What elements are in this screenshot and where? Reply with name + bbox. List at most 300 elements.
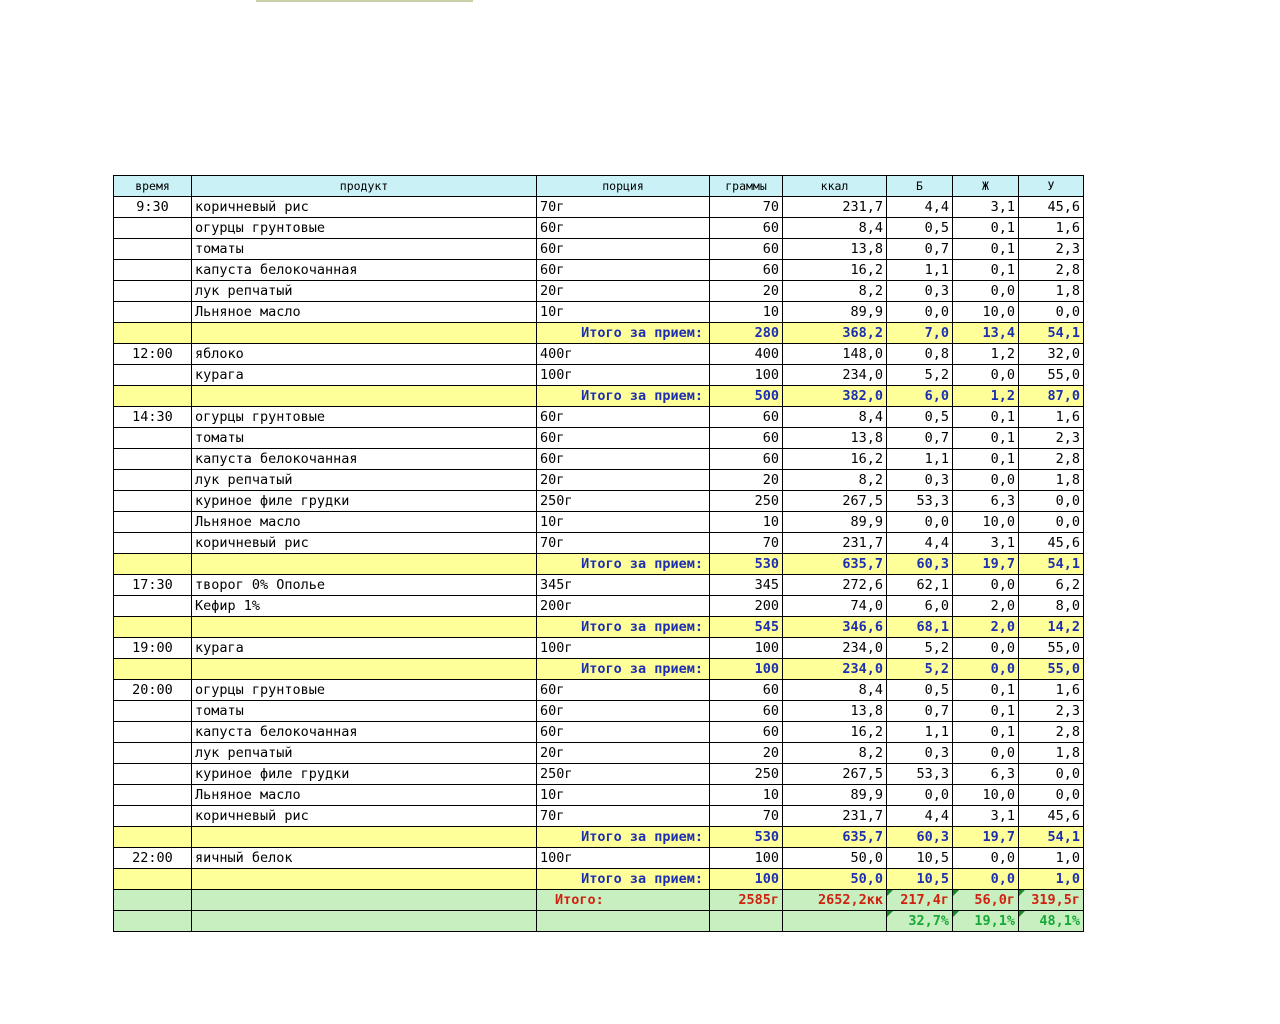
subtotal-empty bbox=[114, 323, 192, 344]
meal-time bbox=[114, 491, 192, 512]
subtotal-protein: 10,5 bbox=[887, 869, 953, 890]
fat-cell: 10,0 bbox=[953, 785, 1019, 806]
grand-total-fat: 56,0г bbox=[953, 890, 1019, 911]
portion-cell: 60г bbox=[537, 218, 710, 239]
grand-total-empty bbox=[192, 890, 537, 911]
kcal-cell: 13,8 bbox=[783, 701, 887, 722]
protein-cell: 0,3 bbox=[887, 281, 953, 302]
table-row bbox=[114, 407, 1084, 428]
portion-cell: 20г bbox=[537, 743, 710, 764]
subtotal-label: Итого за прием: bbox=[537, 659, 710, 680]
subtotal-empty bbox=[114, 869, 192, 890]
carbs-cell: 45,6 bbox=[1019, 533, 1084, 554]
percent-fat: 19,1% bbox=[953, 911, 1019, 932]
kcal-cell: 89,9 bbox=[783, 785, 887, 806]
fat-cell: 3,1 bbox=[953, 533, 1019, 554]
subtotal-label: Итого за прием: bbox=[537, 869, 710, 890]
table-row bbox=[114, 764, 1084, 785]
grams-cell: 60 bbox=[710, 218, 783, 239]
protein-cell: 5,2 bbox=[887, 638, 953, 659]
grams-cell: 60 bbox=[710, 680, 783, 701]
header-protein: Б bbox=[887, 176, 953, 197]
percent-protein: 32,7% bbox=[887, 911, 953, 932]
product-name-cell: капуста белокочанная bbox=[192, 260, 537, 281]
portion-cell: 200г bbox=[537, 596, 710, 617]
meal-time bbox=[114, 449, 192, 470]
meal-time: 9:30 bbox=[114, 197, 192, 218]
meal-subtotal-row bbox=[114, 617, 1084, 638]
fat-cell: 0,1 bbox=[953, 218, 1019, 239]
meal-time bbox=[114, 218, 192, 239]
subtotal-empty bbox=[192, 869, 537, 890]
carbs-cell: 0,0 bbox=[1019, 302, 1084, 323]
kcal-cell: 16,2 bbox=[783, 722, 887, 743]
carbs-cell: 2,8 bbox=[1019, 722, 1084, 743]
portion-cell: 60г bbox=[537, 239, 710, 260]
product-name-cell: лук репчатый bbox=[192, 470, 537, 491]
header-kcal: ккал bbox=[783, 176, 887, 197]
subtotal-fat: 0,0 bbox=[953, 659, 1019, 680]
protein-cell: 0,5 bbox=[887, 407, 953, 428]
portion-cell: 100г bbox=[537, 365, 710, 386]
protein-cell: 1,1 bbox=[887, 722, 953, 743]
portion-cell: 250г bbox=[537, 491, 710, 512]
fat-cell: 0,1 bbox=[953, 701, 1019, 722]
fat-cell: 6,3 bbox=[953, 764, 1019, 785]
subtotal-carbs: 54,1 bbox=[1019, 554, 1084, 575]
fat-cell: 0,1 bbox=[953, 239, 1019, 260]
carbs-cell: 2,3 bbox=[1019, 239, 1084, 260]
table-row bbox=[114, 365, 1084, 386]
portion-cell: 100г bbox=[537, 638, 710, 659]
diet-table-body bbox=[114, 197, 1084, 890]
table-row bbox=[114, 428, 1084, 449]
fat-cell: 0,1 bbox=[953, 428, 1019, 449]
product-name-cell: огурцы грунтовые bbox=[192, 218, 537, 239]
meal-subtotal-row bbox=[114, 386, 1084, 407]
table-row bbox=[114, 533, 1084, 554]
fat-cell: 0,1 bbox=[953, 449, 1019, 470]
percent-empty bbox=[537, 911, 710, 932]
subtotal-fat: 0,0 bbox=[953, 869, 1019, 890]
kcal-cell: 16,2 bbox=[783, 260, 887, 281]
subtotal-protein: 6,0 bbox=[887, 386, 953, 407]
subtotal-carbs: 55,0 bbox=[1019, 659, 1084, 680]
subtotal-fat: 19,7 bbox=[953, 827, 1019, 848]
kcal-cell: 148,0 bbox=[783, 344, 887, 365]
subtotal-empty bbox=[192, 617, 537, 638]
grams-cell: 20 bbox=[710, 743, 783, 764]
carbs-cell: 2,8 bbox=[1019, 260, 1084, 281]
protein-cell: 62,1 bbox=[887, 575, 953, 596]
fat-cell: 0,0 bbox=[953, 743, 1019, 764]
meal-time bbox=[114, 533, 192, 554]
product-name-cell: коричневый рис bbox=[192, 806, 537, 827]
subtotal-empty bbox=[192, 323, 537, 344]
grand-total-row bbox=[114, 890, 1084, 911]
product-name-cell: творог 0% Ополье bbox=[192, 575, 537, 596]
carbs-cell: 0,0 bbox=[1019, 764, 1084, 785]
subtotal-grams: 100 bbox=[710, 869, 783, 890]
kcal-cell: 8,2 bbox=[783, 470, 887, 491]
header-portion: порция bbox=[537, 176, 710, 197]
grand-total-label: Итого: bbox=[537, 890, 710, 911]
subtotal-label: Итого за прием: bbox=[537, 386, 710, 407]
meal-subtotal-row bbox=[114, 827, 1084, 848]
portion-cell: 60г bbox=[537, 428, 710, 449]
protein-cell: 0,0 bbox=[887, 785, 953, 806]
fat-cell: 6,3 bbox=[953, 491, 1019, 512]
table-row bbox=[114, 785, 1084, 806]
meal-time: 22:00 bbox=[114, 848, 192, 869]
table-row bbox=[114, 281, 1084, 302]
meal-time bbox=[114, 428, 192, 449]
carbs-cell: 45,6 bbox=[1019, 197, 1084, 218]
product-name-cell: огурцы грунтовые bbox=[192, 407, 537, 428]
kcal-cell: 234,0 bbox=[783, 638, 887, 659]
meal-time: 14:30 bbox=[114, 407, 192, 428]
subtotal-protein: 60,3 bbox=[887, 827, 953, 848]
top-decorative-line bbox=[256, 0, 473, 2]
grand-total-carbs: 319,5г bbox=[1019, 890, 1084, 911]
subtotal-empty bbox=[114, 617, 192, 638]
protein-cell: 0,5 bbox=[887, 680, 953, 701]
table-row bbox=[114, 575, 1084, 596]
subtotal-carbs: 54,1 bbox=[1019, 323, 1084, 344]
header-time: время bbox=[114, 176, 192, 197]
table-row bbox=[114, 701, 1084, 722]
product-name-cell: лук репчатый bbox=[192, 743, 537, 764]
fat-cell: 0,1 bbox=[953, 722, 1019, 743]
subtotal-empty bbox=[192, 386, 537, 407]
grams-cell: 60 bbox=[710, 239, 783, 260]
subtotal-empty bbox=[114, 827, 192, 848]
kcal-cell: 8,4 bbox=[783, 680, 887, 701]
kcal-cell: 8,4 bbox=[783, 218, 887, 239]
protein-cell: 0,3 bbox=[887, 470, 953, 491]
subtotal-carbs: 1,0 bbox=[1019, 869, 1084, 890]
carbs-cell: 0,0 bbox=[1019, 512, 1084, 533]
carbs-cell: 32,0 bbox=[1019, 344, 1084, 365]
grams-cell: 60 bbox=[710, 722, 783, 743]
table-row bbox=[114, 449, 1084, 470]
meal-time: 12:00 bbox=[114, 344, 192, 365]
meal-time bbox=[114, 281, 192, 302]
subtotal-carbs: 14,2 bbox=[1019, 617, 1084, 638]
kcal-cell: 74,0 bbox=[783, 596, 887, 617]
percent-empty bbox=[710, 911, 783, 932]
protein-cell: 1,1 bbox=[887, 260, 953, 281]
fat-cell: 0,0 bbox=[953, 281, 1019, 302]
carbs-cell: 1,8 bbox=[1019, 470, 1084, 491]
fat-cell: 0,1 bbox=[953, 680, 1019, 701]
protein-cell: 1,1 bbox=[887, 449, 953, 470]
kcal-cell: 89,9 bbox=[783, 512, 887, 533]
percent-empty bbox=[783, 911, 887, 932]
product-name-cell: яичный белок bbox=[192, 848, 537, 869]
carbs-cell: 8,0 bbox=[1019, 596, 1084, 617]
portion-cell: 60г bbox=[537, 407, 710, 428]
subtotal-kcal: 635,7 bbox=[783, 827, 887, 848]
product-name-cell: огурцы грунтовые bbox=[192, 680, 537, 701]
table-row bbox=[114, 743, 1084, 764]
protein-cell: 0,0 bbox=[887, 302, 953, 323]
meal-time bbox=[114, 743, 192, 764]
fat-cell: 3,1 bbox=[953, 806, 1019, 827]
subtotal-grams: 545 bbox=[710, 617, 783, 638]
protein-cell: 6,0 bbox=[887, 596, 953, 617]
table-row bbox=[114, 491, 1084, 512]
subtotal-empty bbox=[192, 659, 537, 680]
protein-cell: 4,4 bbox=[887, 533, 953, 554]
table-row bbox=[114, 239, 1084, 260]
grams-cell: 60 bbox=[710, 407, 783, 428]
meal-time bbox=[114, 470, 192, 491]
meal-time bbox=[114, 785, 192, 806]
kcal-cell: 50,0 bbox=[783, 848, 887, 869]
kcal-cell: 13,8 bbox=[783, 239, 887, 260]
subtotal-fat: 2,0 bbox=[953, 617, 1019, 638]
product-name-cell: томаты bbox=[192, 239, 537, 260]
subtotal-kcal: 346,6 bbox=[783, 617, 887, 638]
carbs-cell: 1,6 bbox=[1019, 680, 1084, 701]
portion-cell: 345г bbox=[537, 575, 710, 596]
meal-time bbox=[114, 365, 192, 386]
portion-cell: 60г bbox=[537, 260, 710, 281]
percent-carbs: 48,1% bbox=[1019, 911, 1084, 932]
protein-cell: 53,3 bbox=[887, 491, 953, 512]
product-name-cell: Льняное масло bbox=[192, 785, 537, 806]
carbs-cell: 45,6 bbox=[1019, 806, 1084, 827]
grams-cell: 100 bbox=[710, 848, 783, 869]
meal-time: 17:30 bbox=[114, 575, 192, 596]
meal-subtotal-row bbox=[114, 869, 1084, 890]
carbs-cell: 0,0 bbox=[1019, 785, 1084, 806]
grams-cell: 70 bbox=[710, 533, 783, 554]
product-name-cell: Кефир 1% bbox=[192, 596, 537, 617]
subtotal-empty bbox=[114, 554, 192, 575]
grams-cell: 100 bbox=[710, 638, 783, 659]
portion-cell: 70г bbox=[537, 806, 710, 827]
product-name-cell: коричневый рис bbox=[192, 533, 537, 554]
carbs-cell: 2,3 bbox=[1019, 701, 1084, 722]
product-name-cell: куриное филе грудки bbox=[192, 491, 537, 512]
meal-time bbox=[114, 512, 192, 533]
portion-cell: 10г bbox=[537, 785, 710, 806]
subtotal-grams: 100 bbox=[710, 659, 783, 680]
product-name-cell: капуста белокочанная bbox=[192, 722, 537, 743]
grams-cell: 70 bbox=[710, 197, 783, 218]
portion-cell: 70г bbox=[537, 533, 710, 554]
grams-cell: 250 bbox=[710, 764, 783, 785]
portion-cell: 60г bbox=[537, 701, 710, 722]
meal-time bbox=[114, 239, 192, 260]
header-grams: граммы bbox=[710, 176, 783, 197]
subtotal-fat: 13,4 bbox=[953, 323, 1019, 344]
carbs-cell: 6,2 bbox=[1019, 575, 1084, 596]
kcal-cell: 13,8 bbox=[783, 428, 887, 449]
fat-cell: 10,0 bbox=[953, 302, 1019, 323]
subtotal-carbs: 87,0 bbox=[1019, 386, 1084, 407]
product-name-cell: курага bbox=[192, 365, 537, 386]
grams-cell: 345 bbox=[710, 575, 783, 596]
table-row bbox=[114, 470, 1084, 491]
kcal-cell: 231,7 bbox=[783, 533, 887, 554]
carbs-cell: 1,0 bbox=[1019, 848, 1084, 869]
kcal-cell: 89,9 bbox=[783, 302, 887, 323]
subtotal-fat: 19,7 bbox=[953, 554, 1019, 575]
carbs-cell: 1,6 bbox=[1019, 218, 1084, 239]
fat-cell: 0,0 bbox=[953, 638, 1019, 659]
product-name-cell: коричневый рис bbox=[192, 197, 537, 218]
table-row bbox=[114, 722, 1084, 743]
subtotal-grams: 280 bbox=[710, 323, 783, 344]
protein-cell: 10,5 bbox=[887, 848, 953, 869]
subtotal-protein: 60,3 bbox=[887, 554, 953, 575]
portion-cell: 20г bbox=[537, 281, 710, 302]
kcal-cell: 234,0 bbox=[783, 365, 887, 386]
table-row bbox=[114, 596, 1084, 617]
product-name-cell: капуста белокочанная bbox=[192, 449, 537, 470]
kcal-cell: 267,5 bbox=[783, 491, 887, 512]
product-name-cell: томаты bbox=[192, 428, 537, 449]
percent-empty bbox=[192, 911, 537, 932]
meal-subtotal-row bbox=[114, 659, 1084, 680]
grand-total-empty bbox=[114, 890, 192, 911]
fat-cell: 10,0 bbox=[953, 512, 1019, 533]
meal-time bbox=[114, 701, 192, 722]
table-row bbox=[114, 848, 1084, 869]
product-name-cell: Льняное масло bbox=[192, 512, 537, 533]
portion-cell: 60г bbox=[537, 680, 710, 701]
subtotal-kcal: 50,0 bbox=[783, 869, 887, 890]
grams-cell: 70 bbox=[710, 806, 783, 827]
grand-total-grams: 2585г bbox=[710, 890, 783, 911]
subtotal-label: Итого за прием: bbox=[537, 323, 710, 344]
subtotal-kcal: 635,7 bbox=[783, 554, 887, 575]
kcal-cell: 272,6 bbox=[783, 575, 887, 596]
meal-time bbox=[114, 722, 192, 743]
protein-cell: 0,7 bbox=[887, 428, 953, 449]
grams-cell: 60 bbox=[710, 449, 783, 470]
portion-cell: 250г bbox=[537, 764, 710, 785]
table-row bbox=[114, 344, 1084, 365]
product-name-cell: томаты bbox=[192, 701, 537, 722]
subtotal-empty bbox=[192, 554, 537, 575]
subtotal-protein: 5,2 bbox=[887, 659, 953, 680]
meal-time bbox=[114, 764, 192, 785]
kcal-cell: 267,5 bbox=[783, 764, 887, 785]
kcal-cell: 8,2 bbox=[783, 743, 887, 764]
fat-cell: 0,0 bbox=[953, 575, 1019, 596]
protein-cell: 0,5 bbox=[887, 218, 953, 239]
subtotal-kcal: 382,0 bbox=[783, 386, 887, 407]
kcal-cell: 8,2 bbox=[783, 281, 887, 302]
portion-cell: 100г bbox=[537, 848, 710, 869]
subtotal-grams: 530 bbox=[710, 827, 783, 848]
table-row bbox=[114, 302, 1084, 323]
subtotal-label: Итого за прием: bbox=[537, 554, 710, 575]
table-row bbox=[114, 806, 1084, 827]
kcal-cell: 8,4 bbox=[783, 407, 887, 428]
portion-cell: 400г bbox=[537, 344, 710, 365]
portion-cell: 60г bbox=[537, 722, 710, 743]
protein-cell: 0,0 bbox=[887, 512, 953, 533]
portion-cell: 20г bbox=[537, 470, 710, 491]
table-row bbox=[114, 680, 1084, 701]
carbs-cell: 1,6 bbox=[1019, 407, 1084, 428]
fat-cell: 1,2 bbox=[953, 344, 1019, 365]
subtotal-grams: 530 bbox=[710, 554, 783, 575]
diet-table bbox=[113, 175, 1084, 932]
carbs-cell: 55,0 bbox=[1019, 638, 1084, 659]
table-row bbox=[114, 260, 1084, 281]
percent-row bbox=[114, 911, 1084, 932]
grand-total-kcal: 2652,2кк bbox=[783, 890, 887, 911]
fat-cell: 0,0 bbox=[953, 365, 1019, 386]
meal-time bbox=[114, 260, 192, 281]
header-product: продукт bbox=[192, 176, 537, 197]
portion-cell: 10г bbox=[537, 302, 710, 323]
meal-time bbox=[114, 806, 192, 827]
carbs-cell: 55,0 bbox=[1019, 365, 1084, 386]
protein-cell: 0,3 bbox=[887, 743, 953, 764]
grams-cell: 60 bbox=[710, 260, 783, 281]
product-name-cell: курага bbox=[192, 638, 537, 659]
carbs-cell: 1,8 bbox=[1019, 281, 1084, 302]
product-name-cell: яблоко bbox=[192, 344, 537, 365]
subtotal-carbs: 54,1 bbox=[1019, 827, 1084, 848]
protein-cell: 0,7 bbox=[887, 239, 953, 260]
protein-cell: 0,8 bbox=[887, 344, 953, 365]
table-row bbox=[114, 197, 1084, 218]
grams-cell: 400 bbox=[710, 344, 783, 365]
fat-cell: 2,0 bbox=[953, 596, 1019, 617]
grams-cell: 100 bbox=[710, 365, 783, 386]
protein-cell: 5,2 bbox=[887, 365, 953, 386]
subtotal-kcal: 234,0 bbox=[783, 659, 887, 680]
grand-total-protein: 217,4г bbox=[887, 890, 953, 911]
percent-empty bbox=[114, 911, 192, 932]
meal-subtotal-row bbox=[114, 554, 1084, 575]
grams-cell: 10 bbox=[710, 785, 783, 806]
fat-cell: 0,0 bbox=[953, 470, 1019, 491]
product-name-cell: куриное филе грудки bbox=[192, 764, 537, 785]
carbs-cell: 1,8 bbox=[1019, 743, 1084, 764]
meal-time: 20:00 bbox=[114, 680, 192, 701]
fat-cell: 0,0 bbox=[953, 848, 1019, 869]
kcal-cell: 231,7 bbox=[783, 806, 887, 827]
grams-cell: 250 bbox=[710, 491, 783, 512]
product-name-cell: лук репчатый bbox=[192, 281, 537, 302]
subtotal-fat: 1,2 bbox=[953, 386, 1019, 407]
header-row bbox=[114, 176, 1084, 197]
grams-cell: 60 bbox=[710, 701, 783, 722]
protein-cell: 4,4 bbox=[887, 197, 953, 218]
table-row bbox=[114, 218, 1084, 239]
header-carbs: У bbox=[1019, 176, 1084, 197]
meal-time: 19:00 bbox=[114, 638, 192, 659]
subtotal-grams: 500 bbox=[710, 386, 783, 407]
carbs-cell: 0,0 bbox=[1019, 491, 1084, 512]
kcal-cell: 231,7 bbox=[783, 197, 887, 218]
portion-cell: 60г bbox=[537, 449, 710, 470]
carbs-cell: 2,8 bbox=[1019, 449, 1084, 470]
subtotal-label: Итого за прием: bbox=[537, 617, 710, 638]
fat-cell: 0,1 bbox=[953, 260, 1019, 281]
protein-cell: 53,3 bbox=[887, 764, 953, 785]
grams-cell: 60 bbox=[710, 428, 783, 449]
